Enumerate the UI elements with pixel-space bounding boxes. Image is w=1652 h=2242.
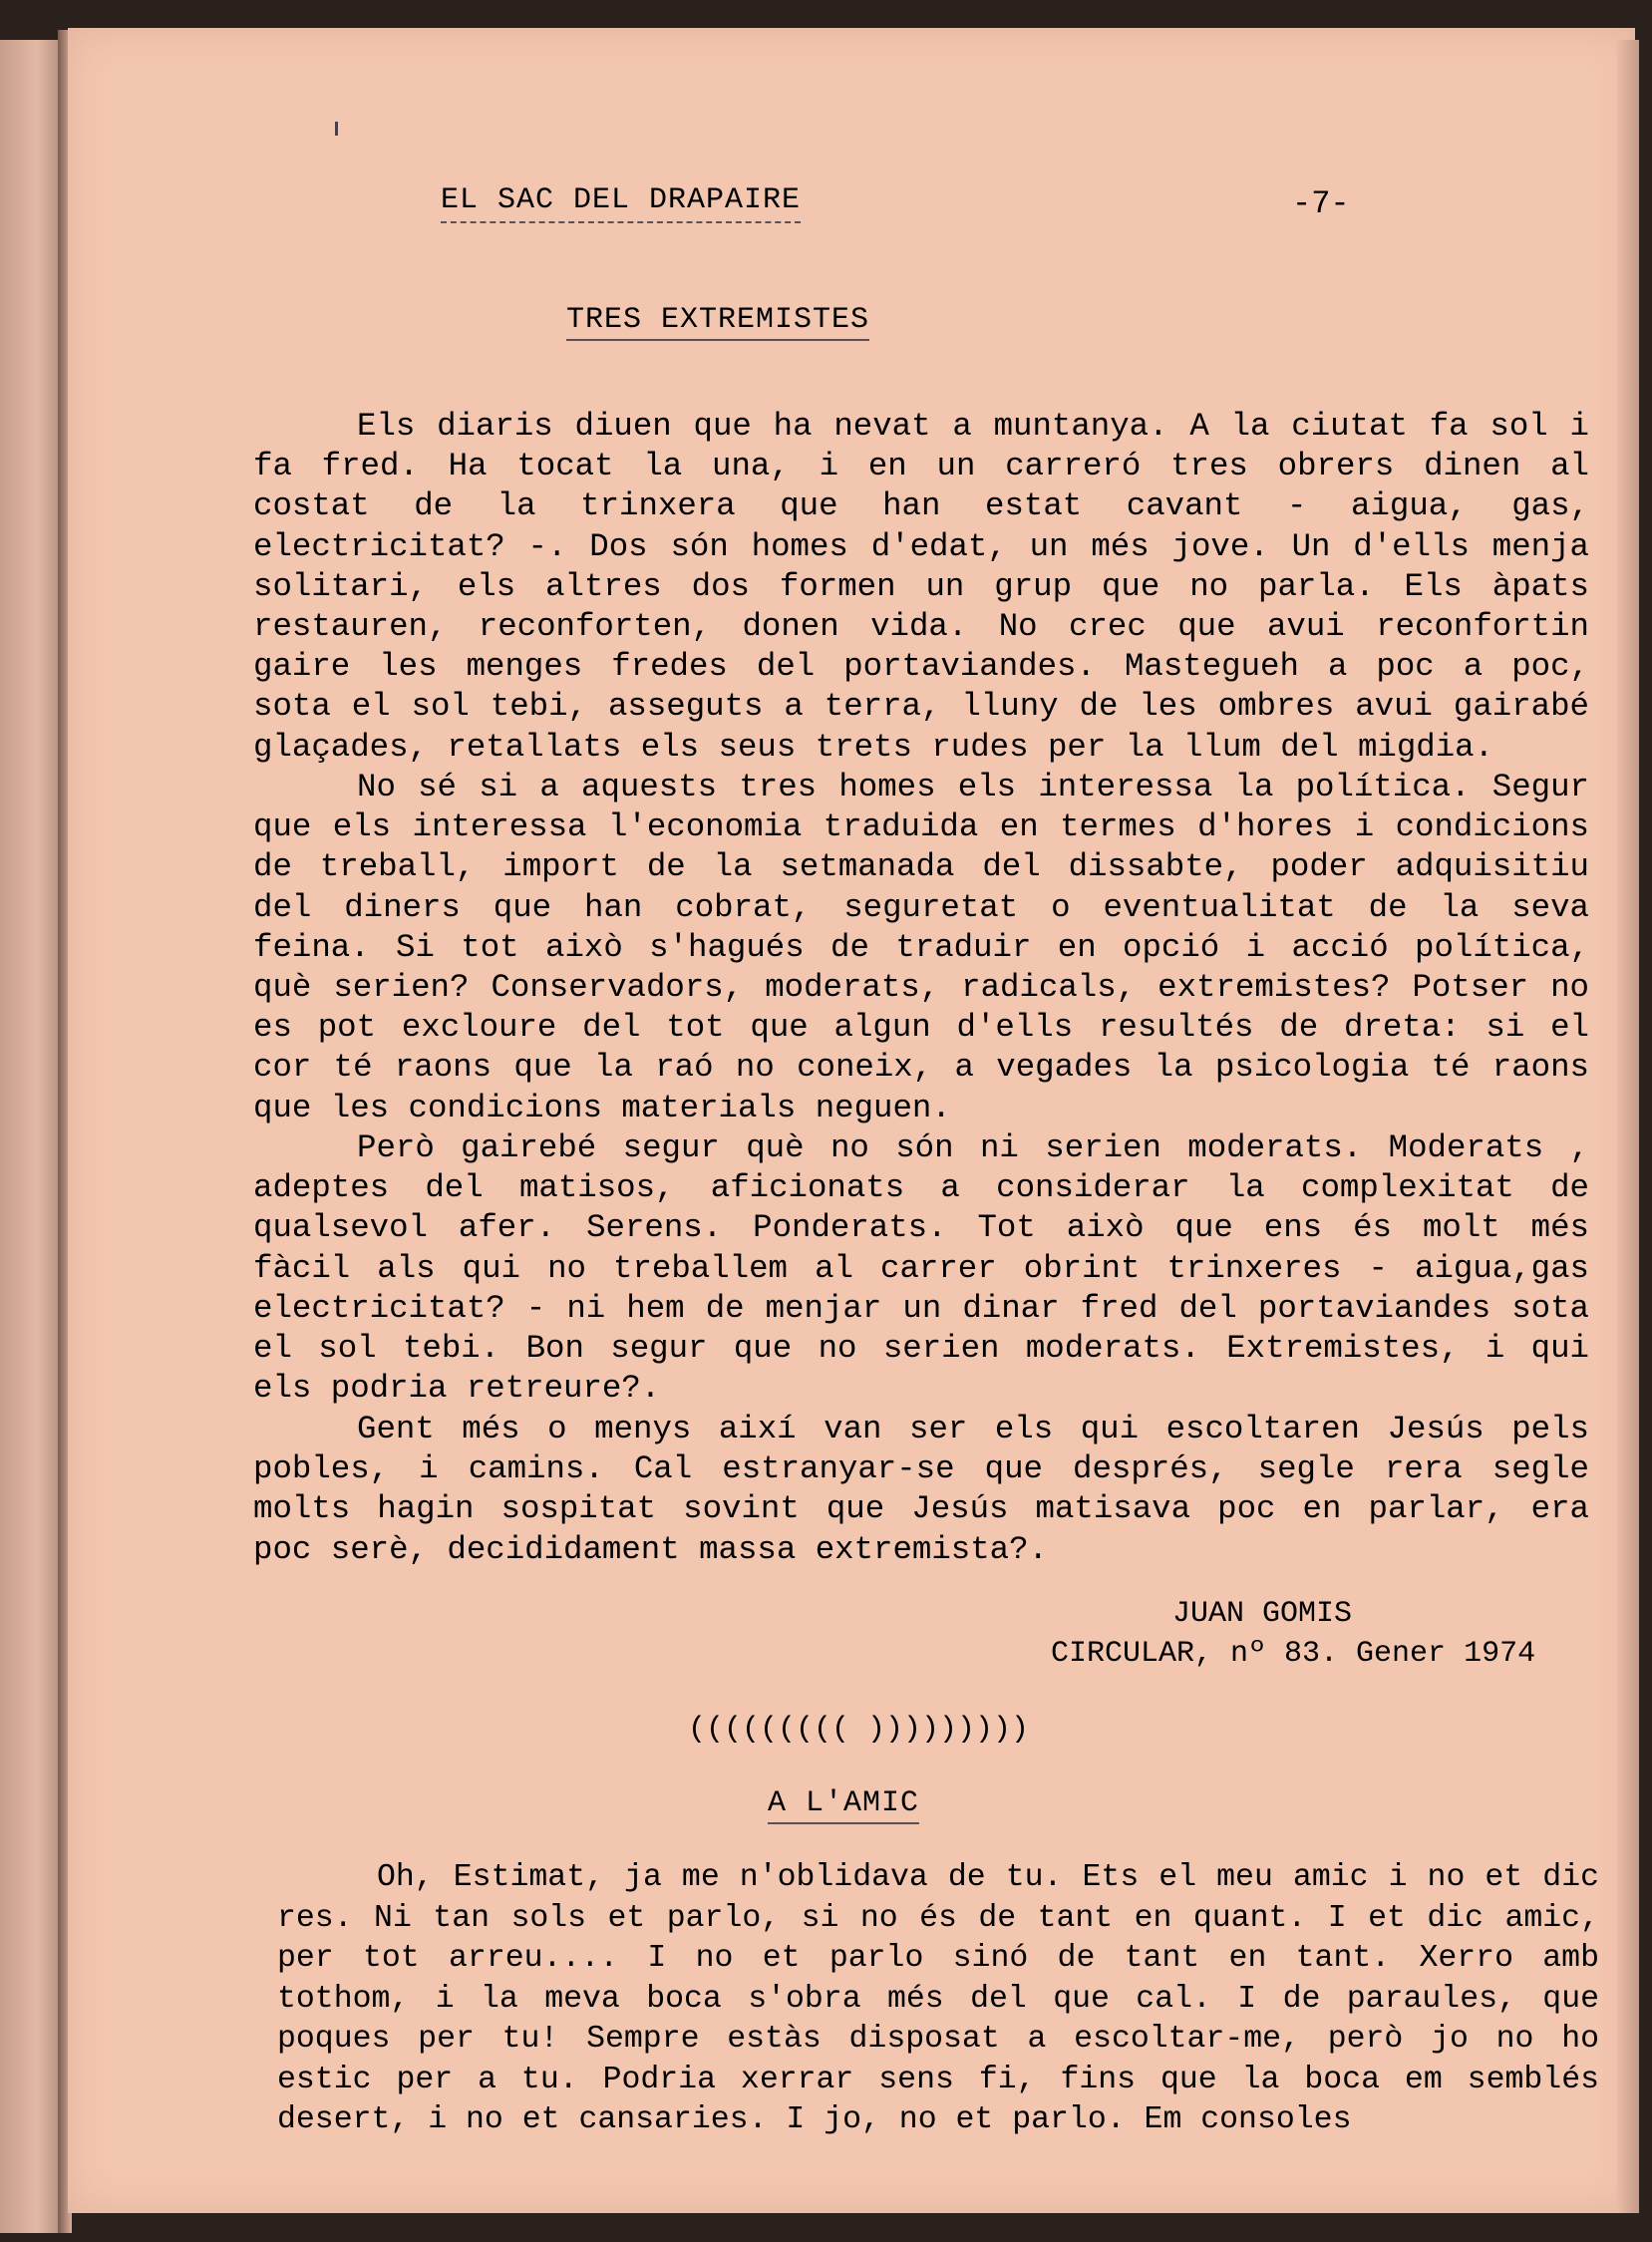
page-number: -7- [1292,185,1350,222]
article-paragraph: Gent més o menys així van ser els qui escoltaren Jesús pels pobles, i camins. Cal estranyar-se que després, segle rera segle molts hagin sospitat sovint que Jesús matisava poc en parlar, era poc serè, decididament massa extremista?. [253,1411,1589,1568]
article-title: TRES EXTREMISTES [566,303,869,341]
article-title: A L'AMIC [768,1786,919,1824]
article-paragraph: Els diaris diuen que ha nevat a muntanya. A la ciutat fa sol i fa fred. Ha tocat la una, i en un carreró tres obrers dinen al costat de la trinxera que han estat cavant - aigua, gas, electricitat? -. Dos són homes d'edat, un més jove. Un d'ells menja solitari, els altres dos formen un grup que no parla. Els àpats restauren, reconforten, donen vida. No crec que avui reconfortin gaire les menges fredes del portaviandes. Mastegueh a poc a poc, sota el sol tebi, asseguts a terra, lluny de les ombres avui gairabé glaçades, retallats els seus trets rudes per la llum del migdia. [253,408,1589,766]
article-paragraph: No sé si a aquests tres homes els interessa la política. Segur que els interessa l'economia traduida en termes d'hores i condicions de treball, import de la setmanada del dissabte, poder adquisitiu del diners que han cobrat, seguretat o eventualitat de la seva feina. Si tot això s'hagués de traduir en opció i acció política, què serien? Conservadors, moderats, radicals, extremistes? Potser no es pot excloure del tot que algun d'ells resultés de dreta: si el cor té raons que la raó no coneix, a vegades la psicologia té raons que les condicions materials neguen. [253,769,1589,1126]
page-stack-edge [1617,40,1639,2213]
facing-page-edge [0,40,62,2233]
author-signature: JUAN GOMIS [1172,1597,1353,1631]
source-citation: CIRCULAR, nº 83. Gener 1974 [1051,1637,1536,1671]
article-paragraph: Però gairebé segur què no són ni serien moderats. Moderats , adeptes del matisos, aficionats a considerar la complexitat de qualsevol afer. Serens. Ponderats. Tot això que ens és molt més fàcil als qui no treballem al carrer obrint trinxeres - aigua,gas electricitat? - ni hem de menjar un dinar fred del portaviandes sota el sol tebi. Bon segur que no serien moderats. Extremistes, i qui els podria retreure?. [253,1129,1589,1408]
ink-mark [335,122,338,136]
section-divider: ((((((((( ))))))))) [688,1713,1030,1747]
article-paragraph: Oh, Estimat, ja me n'oblidava de tu. Ets el meu amic i no et dic res. Ni tan sols et parlo, si no és de tant en quant. I et dic amic, per tot arreu.... I no et parlo sinó de tant en tant. Xerro amb tothom, i la meva boca s'obra més del que cal. I de paraules, que poques per tu! Sempre estàs disposat a escoltar-me, però jo no ho estic per a tu. Podria xerrar sens fi, fins que la boca em semblés desert, i no et cansaries. I jo, no et parlo. Em consoles [277,1860,1599,2137]
publication-title: EL SAC DEL DRAPAIRE [441,183,801,223]
